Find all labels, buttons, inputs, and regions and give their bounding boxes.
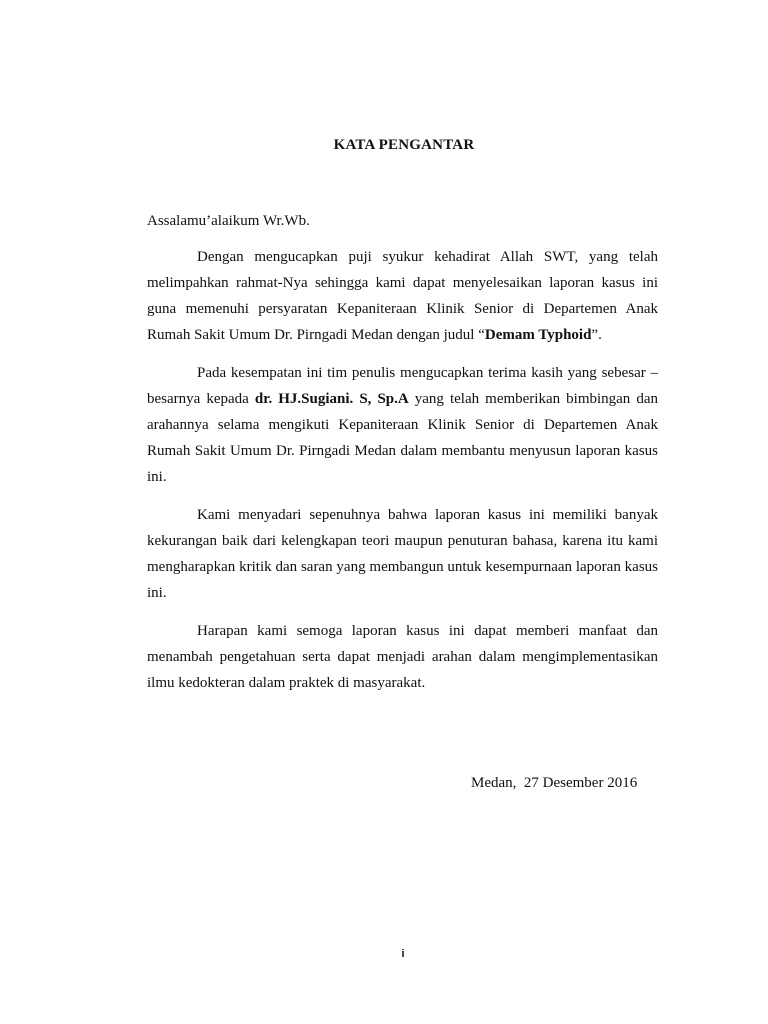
page-number: i (401, 948, 405, 960)
paragraph-text: yang telah memberikan bimbingan dan arahannya selama mengikuti Kepaniteraan Klinik Senior di Departemen Anak Rumah Sakit Umum Dr. Pirngadi Medan dalam membantu menyusun laporan kasus ini. (147, 391, 659, 485)
paragraph-limitations (147, 502, 658, 606)
paragraph-text: Pada kesempatan ini tim penulis mengucapkan terima kasih yang sebesar – besarnya kepada (147, 365, 658, 407)
document-body (147, 208, 658, 708)
paragraph-text: Dengan mengucapkan puji syukur kehadirat Allah SWT, yang telah melimpahkan rahmat-Nya sehingga kami dapat menyelesaikan laporan kasus ini guna memenuhi persyaratan Kepaniteraan Klinik Senior di Departemen Anak Rumah Sakit Umum Dr. Pirngadi Medan dengan judul “ (147, 249, 658, 343)
page-title: KATA PENGANTAR (333, 137, 475, 153)
greeting: Assalamu’alaikum Wr.Wb. (147, 213, 310, 229)
paragraph-opening (147, 244, 658, 348)
place-date: Medan, 27 Desember 2016 (471, 775, 638, 791)
paragraph-acknowledgement (147, 360, 658, 490)
paragraph-text: Harapan kami semoga laporan kasus ini dapat memberi manfaat dan menambah pengetahuan serta dapat menjadi arahan dalam mengimplementasikan ilmu kedokteran dalam praktek di masyarakat. (147, 623, 658, 691)
report-title-emphasis: Demam Typhoid (484, 327, 592, 343)
paragraph-text: ”. (591, 327, 602, 343)
paragraph-text: Kami menyadari sepenuhnya bahwa laporan kasus ini memiliki banyak kekurangan baik dari kelengkapan teori maupun penuturan bahasa, karena itu kami mengharapkan kritik dan saran yang membangun untuk kesempurnaan laporan kasus ini. (147, 507, 658, 601)
paragraph-hope (147, 618, 658, 696)
supervisor-name: dr. HJ.Sugiani. S, Sp.A (254, 391, 409, 407)
